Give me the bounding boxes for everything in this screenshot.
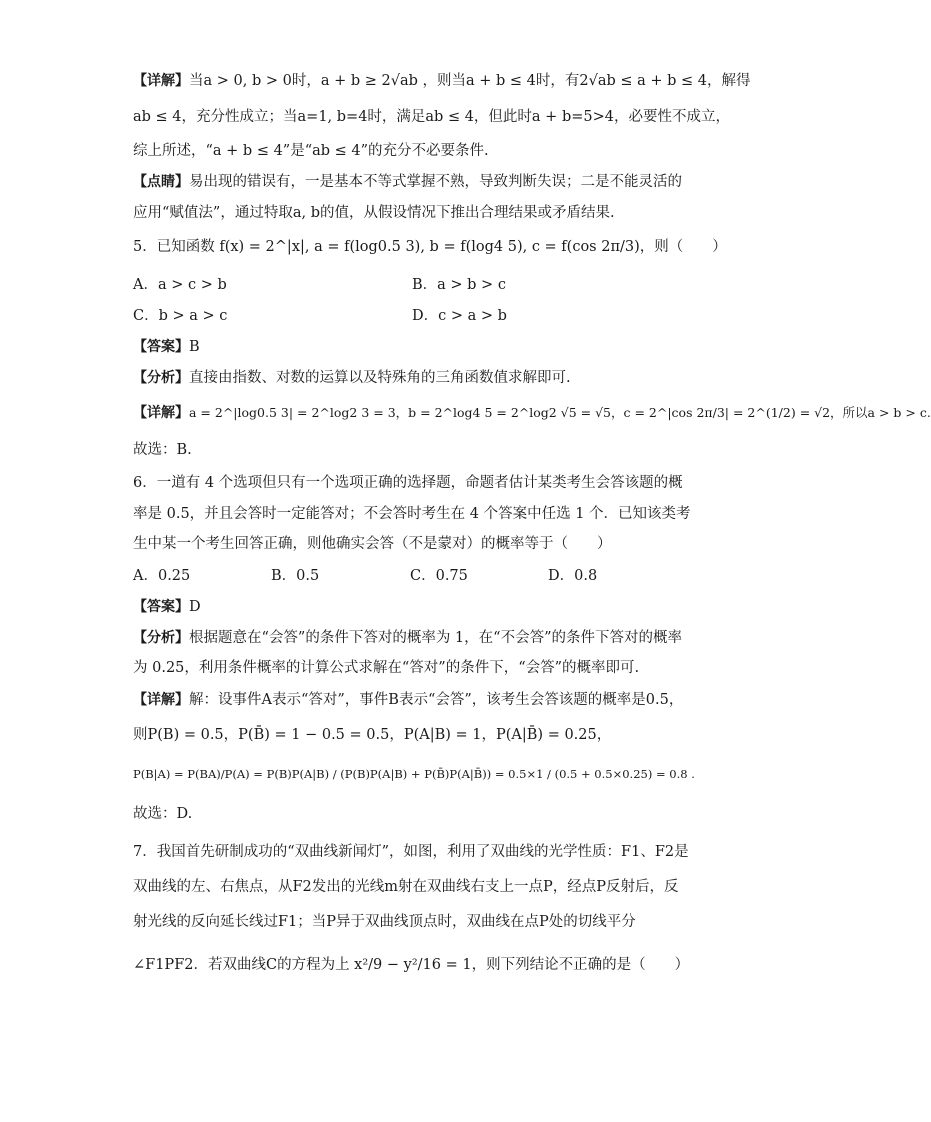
q6-analysis-line-1 [133, 628, 682, 648]
q6-detail-line-3: P(B|A) = P(BA)/P(A) = P(B)P(A|B) / (P(B)P(A|B) + P(B̄)P(A|B̄)) = 0.5×1 / (0.5 + 0.5×0.25) = 0.8 . [133, 767, 695, 781]
q6-detail-line-2: 则P(B) = 0.5，P(B̄) = 1 − 0.5 = 0.5，P(A|B) = 1，P(A|B̄) = 0.25， [133, 727, 612, 743]
q6-answer-value: D [189, 599, 201, 615]
q4-detail-text-1: 当a > 0, b > 0时，a + b ≥ 2√ab ，则当a + b ≤ 4时，有2√ab ≤ a + b ≤ 4，解得 [189, 73, 751, 89]
q5-option-a: A．a > c > b [133, 277, 227, 293]
q4-detail-line-2: ab ≤ 4，充分性成立；当a=1, b=4时，满足ab ≤ 4，但此时a + b=5>4，必要性不成立， [133, 109, 730, 125]
q5-analysis [133, 368, 663, 388]
q7-stem-line-1: 7．我国首先研制成功的“双曲线新闻灯”，如图，利用了双曲线的光学性质：F1、F2是 [133, 844, 689, 860]
answer-tag: 【答案】 [133, 339, 189, 355]
detail-tag: 【详解】 [133, 73, 189, 89]
q5-detail-text: a = 2^|log0.5 3| = 2^log2 3 = 3，b = 2^log4 5 = 2^log2 √5 = √5，c = 2^|cos 2π/3| = 2^(1/2) = √2，所以a > b > c. [189, 405, 931, 420]
q4-detail-line-1 [133, 71, 751, 91]
q6-option-b: B．0.5 [271, 568, 320, 584]
q5-answer [133, 337, 663, 357]
q5-answer-value: B [189, 339, 200, 355]
q5-analysis-text: 直接由指数、对数的运算以及特殊角的三角函数值求解即可. [189, 370, 571, 386]
q7-stem-line-3: 射光线的反向延长线过F1；当P异于双曲线顶点时，双曲线在点P处的切线平分 [133, 914, 636, 930]
q5-stem: 5．已知函数 f(x) = 2^|x|, a = f(log0.5 3), b = f(log4 5), c = f(cos 2π/3)，则（ ） [133, 239, 727, 255]
q7-stem-line-4: ∠F1PF2．若双曲线C的方程为上 x²/9 − y²/16 = 1，则下列结论不正确的是（ ） [133, 957, 690, 973]
q6-answer [133, 597, 663, 617]
q5-option-d: D．c > a > b [412, 308, 507, 324]
answer-tag: 【答案】 [133, 599, 189, 615]
q6-analysis-text-1: 根据题意在“会答”的条件下答对的概率为 1，在“不会答”的条件下答对的概率 [189, 630, 682, 646]
q4-comment-line-2: 应用“赋值法”，通过特取a, b的值，从假设情况下推出合理结果或矛盾结果. [133, 205, 615, 221]
detail-tag: 【详解】 [133, 405, 189, 421]
analysis-tag: 【分析】 [133, 370, 189, 386]
q6-stem-line-2: 率是 0.5，并且会答时一定能答对；不会答时考生在 4 个答案中任选 1 个．已知该类考 [133, 506, 691, 522]
q5-conclusion: 故选：B. [133, 442, 192, 458]
q5-option-c: C．b > a > c [133, 308, 228, 324]
detail-tag: 【详解】 [133, 692, 189, 708]
analysis-tag: 【分析】 [133, 630, 189, 646]
q5-detail [133, 403, 931, 423]
q7-stem-line-2: 双曲线的左、右焦点，从F2发出的光线m射在双曲线右支上一点P，经点P反射后，反 [133, 879, 679, 895]
q4-detail-line-3: 综上所述，“a + b ≤ 4”是“ab ≤ 4”的充分不必要条件. [133, 143, 489, 159]
q6-option-d: D．0.8 [548, 568, 598, 584]
q6-detail-line-1 [133, 690, 684, 710]
q6-stem-line-3: 生中某一个考生回答正确，则他确实会答（不是蒙对）的概率等于（ ） [133, 536, 612, 552]
comment-tag: 【点睛】 [133, 174, 189, 190]
q6-option-c: C．0.75 [410, 568, 468, 584]
q4-comment-text-1: 易出现的错误有，一是基本不等式掌握不熟，导致判断失误；二是不能灵活的 [189, 174, 682, 190]
q6-option-a: A．0.25 [133, 568, 191, 584]
q5-option-b: B．a > b > c [412, 277, 506, 293]
q6-analysis-line-2: 为 0.25，利用条件概率的计算公式求解在“答对”的条件下，“会答”的概率即可. [133, 660, 640, 676]
q6-conclusion: 故选：D. [133, 806, 193, 822]
q6-stem-line-1: 6．一道有 4 个选项但只有一个选项正确的选择题，命题者估计某类考生会答该题的概 [133, 475, 683, 491]
q4-comment-line-1 [133, 172, 682, 192]
q6-detail-text-1: 解：设事件A表示“答对”，事件B表示“会答”，该考生会答该题的概率是0.5， [189, 692, 684, 708]
